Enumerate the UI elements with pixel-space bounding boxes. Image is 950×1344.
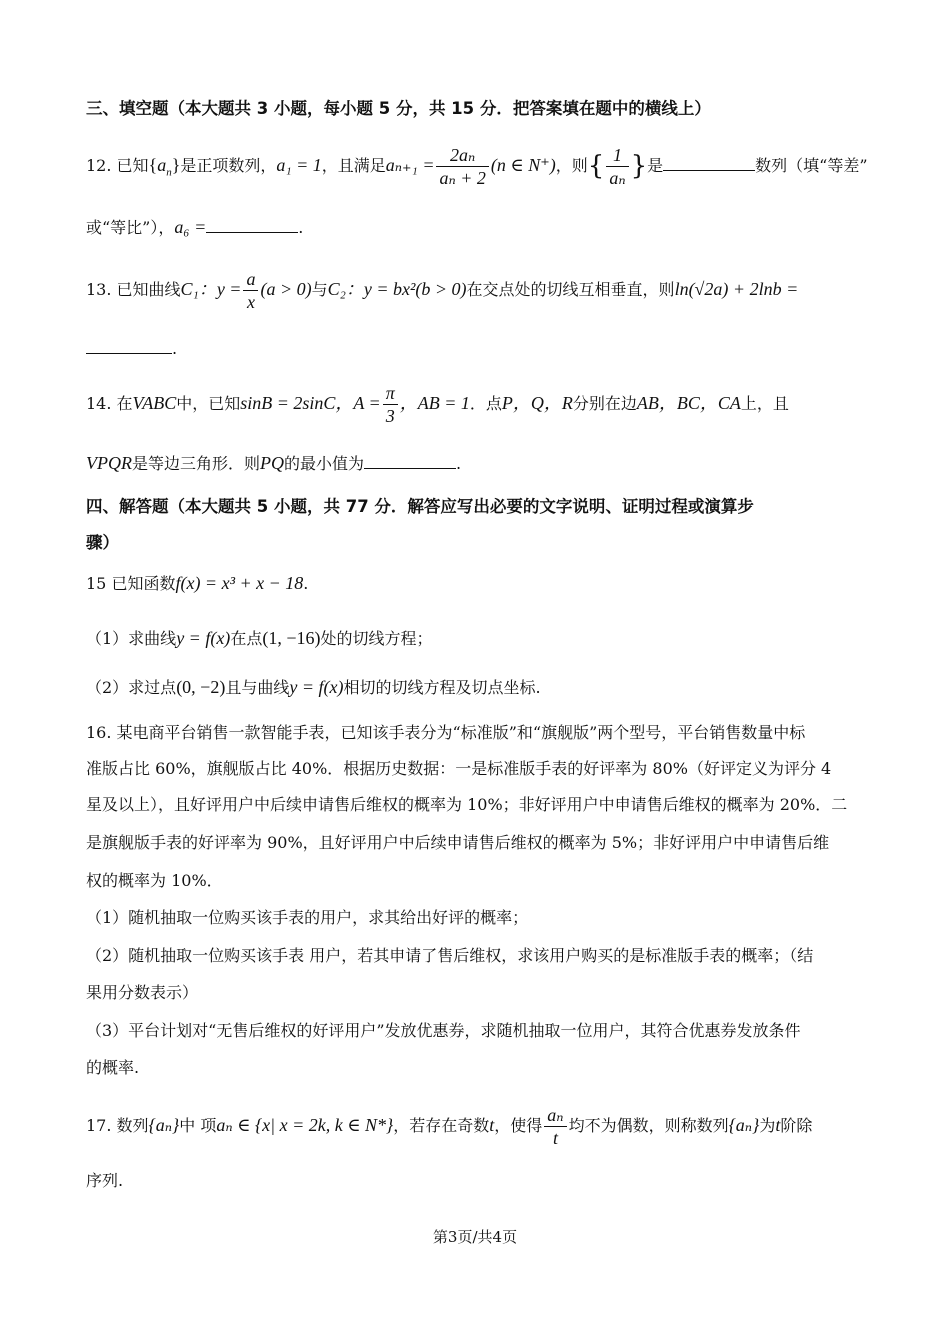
q16-line3: 星及以上），且好评用户中后续申请售后维权的概率为 10%；非好评用户中申请售后维权的概率为 20%．二 bbox=[86, 795, 848, 814]
page-number: 第3页/共4页 bbox=[432, 1228, 518, 1246]
q12-reciprocal: $\frac{1}{\text{aₙ}}$ bbox=[606, 144, 628, 189]
q17-fraction: $\frac{\text{aₙ}}{t}$ bbox=[544, 1104, 566, 1149]
q16-line5: 权的概率为 10%． bbox=[86, 871, 223, 890]
q13-expression: ln(√2a) + 2lnb = bbox=[674, 279, 799, 299]
q15-function: f(x) = x³ + x − 18 bbox=[175, 573, 304, 593]
q12-lhs: aₙ₊₁ = bbox=[385, 155, 435, 175]
q13-line1: 13. 已知曲线C₁：y = $\frac{a}{x}$ (a > 0)与C₂：y = bx²(b > 0)在交点处的切线互相垂直，则ln(√2a) + 2lnb = bbox=[86, 269, 799, 312]
q13-blank[interactable] bbox=[86, 339, 172, 354]
q16-part2-line1: （2）随机抽取一位购买该手表 用户，若其申请了售后维权，求该用户购买的是标准版手表的概率；（结 bbox=[86, 946, 814, 965]
q16-part2-line2: 果用分数表示） bbox=[86, 983, 199, 1002]
q16-line2: 准版占比 60%，旗舰版占比 40%．根据历史数据：一是标准版手表的好评率为 80%（好评定义为评分 4 bbox=[86, 759, 832, 778]
section-3-heading: 三、填空题（本大题共 3 小题，每小题 5 分，共 15 分．把答案填在题中的横线上） bbox=[86, 99, 711, 118]
q12-fraction: $\frac{\text{2aₙ}}{\text{aₙ + 2}}$ bbox=[436, 144, 488, 189]
q14-triangle-pqr: VPQR bbox=[86, 453, 132, 473]
q16-part1: （1）随机抽取一位购买该手表的用户，求其给出好评的概率； bbox=[86, 908, 529, 927]
q14-line1: 14. 在VABC中，已知sinB = 2sinC，A = $\frac{\pi}{3}$ ，AB = 1．点P，Q，R分别在边AB，BC，CA上，且 bbox=[86, 383, 789, 426]
q17-line1: 17. 数列{aₙ}中 项aₙ ∈ {x| x = 2k, k ∈ N*}，若存在奇数t，使得 $\frac{\text{aₙ}}{t}$ 均不为偶数，则称数列{aₙ}为t阶除 bbox=[86, 1105, 813, 1148]
q12-line2: 或“等比”），a₆ = . bbox=[86, 217, 304, 237]
q16-part3-line2: 的概率. bbox=[86, 1058, 140, 1077]
q12-a1: a₁ = 1 bbox=[276, 155, 322, 175]
q14-blank[interactable] bbox=[364, 454, 456, 469]
q14-line2: VPQR是等边三角形．则PQ的最小值为 . bbox=[86, 453, 462, 473]
q13-c2: C₂： bbox=[327, 279, 364, 299]
q12-line1: 12. 已知$\{a_n\}$是正项数列，a₁ = 1，且满足aₙ₊₁ = $\frac{\text{2aₙ}}{\text{aₙ + 2}}$ (n ∈ N⁺)，则{ $\frac{1}{\text{aₙ}}$ }是 数列（填“等差” bbox=[86, 145, 868, 188]
q12-seq: $\{a_n\}$ bbox=[148, 155, 181, 179]
q16-line4: 是旗舰版手表的好评率为 90%，且好评用户中后续申请售后维权的概率为 5%；非好评用户中申请售后维 bbox=[86, 833, 830, 852]
q17-sequence: {aₙ} bbox=[148, 1115, 180, 1135]
q13-fraction: $\frac{a}{x}$ bbox=[243, 268, 258, 313]
section-4-heading-line1: 四、解答题（本大题共 5 小题，共 77 分．解答应写出必要的文字说明、证明过程或演算步 bbox=[86, 497, 754, 516]
q17-condition: aₙ ∈ {x| x = 2k, k ∈ N*} bbox=[216, 1115, 394, 1135]
section-4-heading-line2: 骤） bbox=[86, 533, 119, 552]
q12-blank-1[interactable] bbox=[663, 156, 755, 171]
q13-line2: . bbox=[86, 338, 864, 360]
q13-c1: C₁： bbox=[180, 279, 217, 299]
q12-condition: (n ∈ N⁺) bbox=[490, 155, 556, 175]
q15-stem: 15 已知函数f(x) = x³ + x − 18. bbox=[86, 573, 309, 593]
q12-blank-2[interactable] bbox=[206, 218, 298, 233]
q16-part3-line1: （3）平台计划对“无售后维权的好评用户”发放优惠券，求随机抽取一位用户，其符合优惠券发放条件 bbox=[86, 1021, 801, 1040]
q15-part1: （1）求曲线y = f(x)在点(1, −16)处的切线方程； bbox=[86, 628, 433, 648]
q17-line2: 序列. bbox=[86, 1171, 124, 1190]
q15-part2: （2）求过点(0, −2)且与曲线y = f(x)相切的切线方程及切点坐标. bbox=[86, 677, 541, 697]
q14-triangle: VABC bbox=[132, 393, 177, 413]
q12-a6: a₆ = bbox=[174, 217, 207, 237]
q14-fraction: $\frac{\pi}{3}$ bbox=[383, 382, 398, 427]
q16-line1: 16. 某电商平台销售一款智能手表，已知该手表分为“标准版”和“旗舰版”两个型号，平台销售数量中标 bbox=[86, 723, 806, 742]
